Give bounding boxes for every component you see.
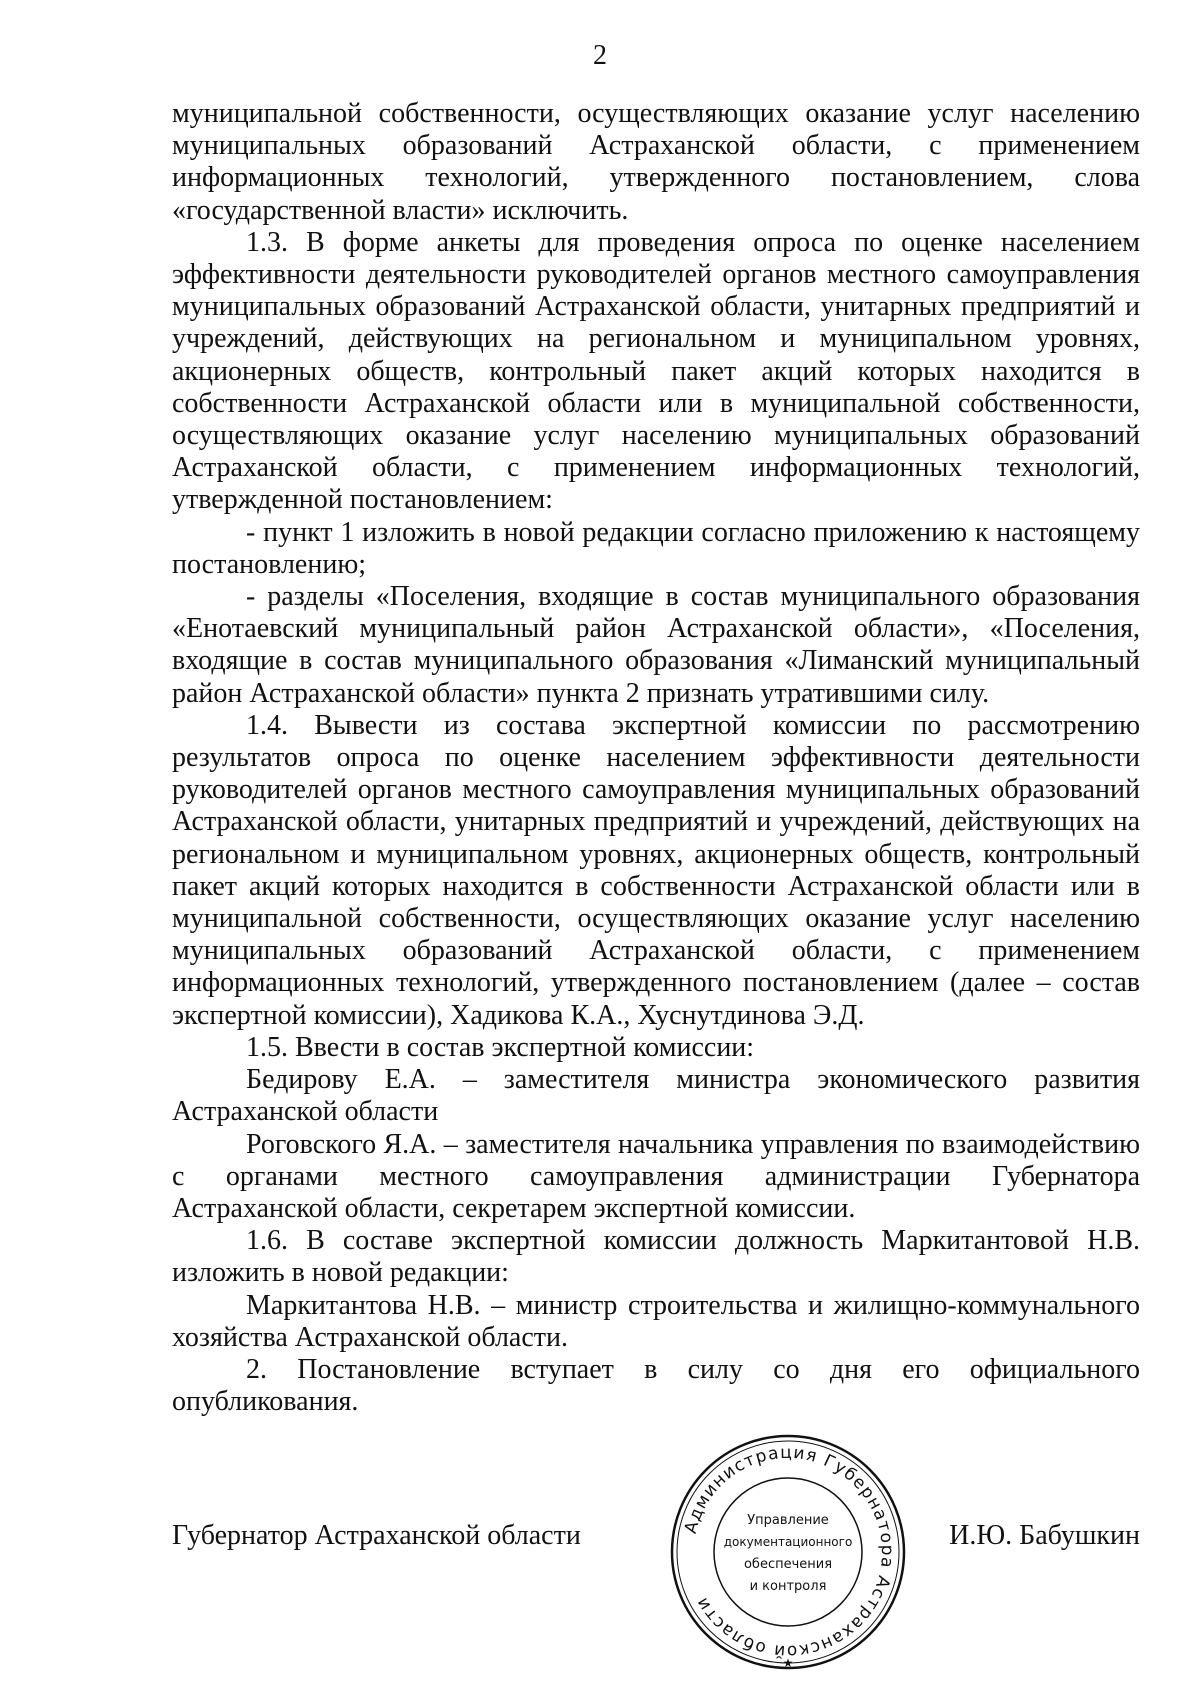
signature-block [172,1518,1140,1558]
paragraph-1-3: 1.3. В форме анкеты для проведения опроса по оценке населением эффективности деятельности руководителей органов местного самоуправления муниципальных образований Астраханской области, унитарных предприятий и учреждений, действующих на региональном и муниципальном уровнях, акционерных обществ, контрольный пакет акций которых находится в собственности Астраханской области или в муниципальной собственности, осуществляющих оказание услуг населению муниципальных образований Астраханской области, с применением информационных технологий, утвержденной постановлением: [172,226,1140,516]
seal-star-icon: ★ [782,1656,794,1670]
document-body [172,98,1140,1418]
paragraph-1-5: 1.5. Ввести в состав экспертной комиссии: [246,1031,755,1063]
paragraph-1-4: 1.4. Вывести из состава экспертной комиссии по рассмотрению результатов опроса по оценке населением эффективности деятельности руководителей органов местного самоуправления муниципальных образований Астраханской области, унитарных предприятий и учреждений, действующих на региональном и муниципальном уровнях, акционерных обществ, контрольный пакет акций которых находится в собственности Астраханской области или в муниципальной собственности, осуществляющих оказание услуг населению муниципальных образований Астраханской области, с применением информационных технологий, утвержденного постановлением (далее – состав экспертной комиссии), Хадикова К.А., Хуснутдинова Э.Д. [172,709,1140,1031]
seal-ring-text: Администрация Губернатора Астраханской области [680,1442,898,1662]
paragraph-1-5-member-2: Роговского Я.А. – заместителя начальника управления по взаимодействию с органами местного самоуправления администрации Губернатора Астраханской области, секретарем экспертной комиссии. [172,1128,1140,1224]
seal-center-line-3: обеспечения [743,1557,833,1572]
paragraph-1-3-item-1: - пункт 1 изложить в новой редакции согласно приложению к настоящему постановлению; [172,516,1140,580]
seal-graphic [668,1432,908,1672]
seal-center-line-2: документационного [723,1535,853,1549]
paragraph-1-3-item-2: - разделы «Поселения, входящие в состав муниципального образования «Енотаевский муниципальный район Астраханской области», «Поселения, входящие в состав муниципального образования «Лиманский муниципальный район Астраханской области» пункта 2 признать утратившими силу. [172,581,1140,709]
paragraph-1-6: 1.6. В составе экспертной комиссии должность Маркитантовой Н.В. изложить в новой редакции: [172,1225,1140,1289]
page-number: 2 [593,40,607,71]
signer-title: Губернатор Астраханской области [172,1520,581,1551]
paragraph-1-2-continuation: муниципальной собственности, осуществляющих оказание услуг населению муниципальных образований Астраханской области, с применением информационных технологий, утвержденного постановлением, слова «государственной власти» исключить. [172,98,1140,226]
seal-center-line-1: Управление [747,1513,829,1528]
seal-center-line-4: и контроля [749,1579,827,1594]
official-seal [668,1432,908,1672]
paragraph-1-6-member: Маркитантова Н.В. – министр строительства и жилищно-коммунального хозяйства Астраханской области. [172,1289,1140,1353]
signer-name: И.Ю. Бабушкин [949,1520,1140,1551]
paragraph-2: 2. Постановление вступает в силу со дня его официального опубликования. [172,1353,1140,1418]
paragraph-1-5-member-1: Бедирову Е.А. – заместителя министра экономического развития Астраханской области [172,1064,1140,1128]
